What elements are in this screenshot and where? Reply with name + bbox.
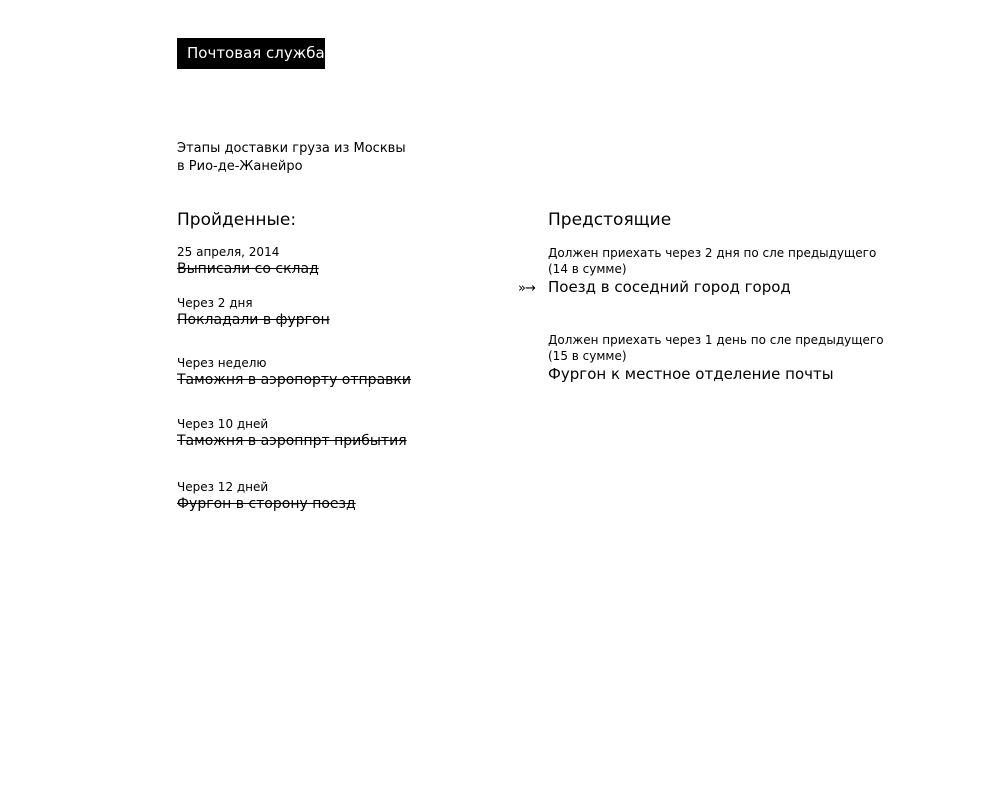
past-stages-heading: Пройденные: [177,210,297,230]
app-title-button[interactable]: Почтовая служба [177,38,325,69]
past-stage-date: Через 12 дней [177,480,269,494]
upcoming-stage-eta-total: (15 в сумме) [548,349,627,363]
past-stage-name: Выписали со склад [177,261,319,277]
page-subtitle [177,140,406,176]
upcoming-stage-name: Поезд в соседний город город [548,278,791,296]
past-stage-name: Таможня в аэропорту отправки [177,372,411,388]
subtitle-line-2: в Рио-де-Жанейро [177,159,303,174]
past-stage-item [177,480,507,514]
past-stage-name: Покладали в фургон [177,312,330,328]
upcoming-stage-eta-line: Должен приехать через 1 день по сле предыдущего [548,333,884,347]
upcoming-stage-item [548,332,884,385]
past-stage-name: Таможня в аэроппрт прибытия [177,433,407,449]
upcoming-stages-list [548,245,884,385]
past-stage-item [177,296,507,330]
past-stage-date: Через 2 дня [177,296,253,310]
upcoming-stage-name: Фургон к местное отделение почты [548,365,834,383]
subtitle-line-1: Этапы доставки груза из Москвы [177,141,406,156]
past-stage-item [177,417,507,451]
past-stage-item [177,245,507,279]
past-stage-date: Через 10 дней [177,417,269,431]
upcoming-stage-eta-line: Должен приехать через 2 дня по сле предыдущего [548,246,877,260]
past-stages-list [177,245,507,514]
past-stage-item [177,356,507,390]
upcoming-stages-heading: Предстоящие [548,210,672,230]
current-stage-arrow-icon: »→ [518,281,535,296]
past-stage-name: Фургон в сторону поезд [177,496,356,512]
upcoming-stage-eta [548,245,877,277]
upcoming-stage-item [548,245,877,298]
past-stage-date: Через неделю [177,356,267,370]
upcoming-stage-eta [548,332,884,364]
upcoming-stage-eta-total: (14 в сумме) [548,262,627,276]
past-stage-date: 25 апреля, 2014 [177,245,280,259]
